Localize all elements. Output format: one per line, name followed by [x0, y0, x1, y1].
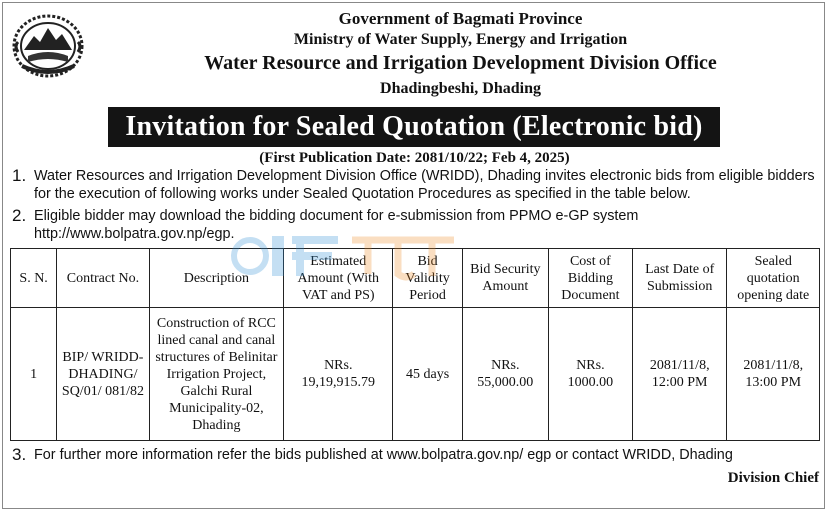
column-header: Description [149, 249, 283, 308]
office-name: Water Resource and Irrigation Development Division Office [204, 52, 717, 74]
cell-description: Construction of RCC lined canal and canal structures of Belinitar Irrigation Project, Galchi Rural Municipality-02, Dhading [149, 308, 283, 441]
publication-date: (First Publication Date: 2081/10/22; Feb 4, 2025) [259, 150, 570, 166]
signoff: Division Chief [727, 470, 819, 486]
table-header-row [11, 249, 820, 308]
paragraph-3 [8, 446, 821, 464]
paragraph-text: For further more information refer the bids published at www.bolpatra.gov.np/ egp or contact WRIDD, Dhading [34, 447, 733, 463]
column-header: Sealed quotation opening date [727, 249, 820, 308]
notice-title: Invitation for Sealed Quotation (Electronic bid) [108, 107, 720, 147]
cell-last-date: 2081/11/8, 12:00 PM [632, 308, 727, 441]
column-header: S. N. [11, 249, 57, 308]
column-header: Contract No. [57, 249, 149, 308]
column-header: Last Date of Submission [632, 249, 727, 308]
paragraph-text: Water Resources and Irrigation Development Division Office (WRIDD), Dhading invites electronic bids from eligible bidders for the execution of following works under Sealed Quotation Procedures as specified in the table below. [34, 168, 815, 202]
paragraph-2 [8, 207, 821, 243]
column-header: Bid Validity Period [393, 249, 462, 308]
cell-security: NRs. 55,000.00 [462, 308, 548, 441]
government-emblem-logo [10, 12, 86, 80]
bid-table [10, 248, 820, 441]
cell-opening-date: 2081/11/8, 13:00 PM [727, 308, 820, 441]
letterhead [100, 8, 821, 99]
paragraph-number: 1. [12, 166, 27, 185]
cell-doc-cost: NRs. 1000.00 [548, 308, 632, 441]
paragraph-1 [8, 167, 821, 203]
cell-serial: 1 [11, 308, 57, 441]
column-header: Estimated Amount (With VAT and PS) [284, 249, 393, 308]
paragraph-number: 2. [12, 206, 27, 225]
paragraph-number: 3. [12, 445, 27, 464]
cell-estimated-amount: NRs. 19,19,915.79 [284, 308, 393, 441]
cell-validity: 45 days [393, 308, 462, 441]
column-header: Bid Security Amount [462, 249, 548, 308]
government-name: Government of Bagmati Province [338, 9, 583, 28]
ministry-name: Ministry of Water Supply, Energy and Irrigation [293, 31, 628, 48]
cell-contract-no: BIP/ WRIDD-DHADING/ SQ/01/ 081/82 [57, 308, 149, 441]
paragraph-text: Eligible bidder may download the bidding document for e-submission from PPMO e-GP system http://www.bolpatra.gov.np/egp. [34, 208, 639, 242]
table-row [11, 308, 820, 441]
office-location: Dhadingbeshi, Dhading [380, 80, 541, 97]
column-header: Cost of Bidding Document [548, 249, 632, 308]
